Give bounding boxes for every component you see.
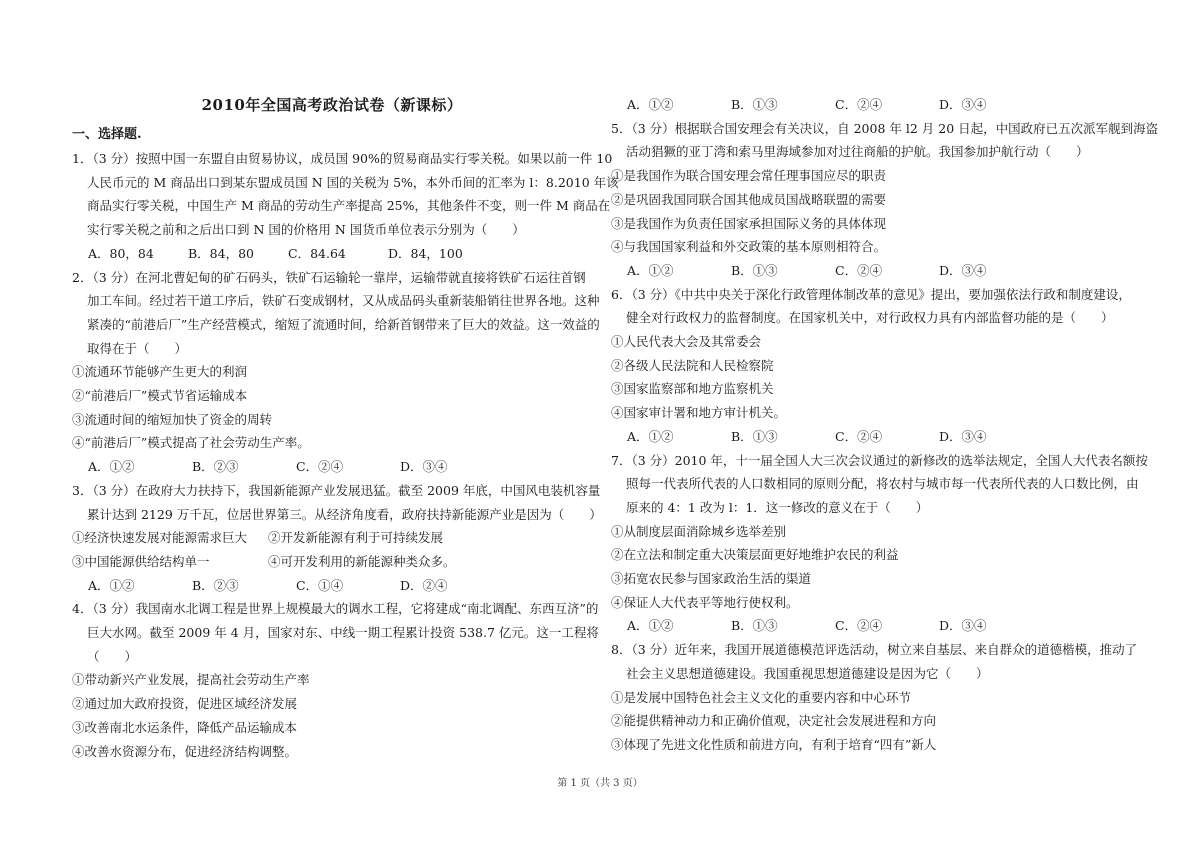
option-d: D．③④	[939, 262, 987, 278]
question-5	[611, 117, 1159, 164]
answer-options	[611, 425, 1131, 449]
option-d: D．③④	[400, 459, 448, 475]
answer-options	[611, 93, 1131, 117]
option-c: C．②④	[835, 428, 883, 444]
question-text: 原来的 4：1 改为 l：1．这一修改的意义在于（ ）	[626, 499, 929, 515]
statement: ①从制度层面消除城乡选举差别	[611, 523, 787, 539]
option-c: C．①④	[296, 577, 344, 593]
option-c: C．84.64	[288, 245, 346, 261]
statement: ④国家审计署和地方审计机关。	[611, 405, 787, 421]
option-b: B．①③	[731, 97, 778, 112]
option-a: A．①②	[88, 577, 135, 593]
statement: ①是发展中国特色社会主义文化的重要内容和中心环节	[611, 689, 912, 705]
question-text: 累计达到 2129 万千瓦，位居世界第三。从经济角度看，政府扶持新能源产业是因为（ ）	[87, 506, 602, 522]
statement: ③改善南北水运条件，降低产品运输成本	[72, 719, 298, 735]
option-d: D．③④	[939, 428, 987, 444]
answer-options	[72, 455, 592, 479]
option-a: A．①②	[627, 97, 674, 112]
question-text: 加工车间。经过若干道工序后，铁矿石变成钢材，又从成品码头重新装船销往世界各地。这种	[87, 293, 600, 309]
option-b: B．①③	[731, 428, 778, 444]
right-column	[611, 93, 1159, 757]
statement: ④与我国国家利益和外交政策的基本原则相符合。	[611, 239, 887, 255]
statement: ②是巩固我国同联合国其他成员国战略联盟的需要	[611, 191, 887, 207]
statement: ③体现了先进文化性质和前进方向，有利于培育“四有”新人	[611, 736, 937, 752]
question-text: 人民币元的 M 商品出口到某东盟成员国 N 国的关税为 5%，本外币间的汇率为 l：8.2010 年该	[87, 174, 619, 190]
question-text: 照每一代表所代表的人口数相同的原则分配，将农村与城市每一代表所代表的人口数比例，由	[626, 476, 1139, 492]
question-text: 取得在于（ ）	[87, 340, 188, 356]
option-b: B．84，80	[188, 245, 254, 261]
statement: ②通过加大政府投资，促进区域经济发展	[72, 696, 298, 712]
left-column	[72, 93, 619, 763]
question-text: 巨大水网。截至 2009 年 4 月，国家对东、中线一期工程累计投资 538.7 亿元。这一工程将	[87, 625, 599, 641]
statement: ①流通环节能够产生更大的利润	[72, 364, 248, 380]
statement: ①是我国作为联合国安理会常任理事国应尽的职责	[611, 168, 887, 184]
statement: ③拓宽农民参与国家政治生活的渠道	[611, 571, 812, 587]
question-text: 5．（3 分）根据联合国安理会有关决议，自 2008 年 l2 月 20 日起，中国政府已五次派军舰到海盗	[611, 120, 1159, 136]
page-footer: 第 1 页（共 3 页）	[557, 778, 643, 789]
answer-options	[611, 259, 1131, 283]
option-b: B．①③	[731, 262, 778, 278]
option-d: D．③④	[939, 618, 987, 634]
statement: ④可开发利用的新能源种类众多。	[268, 553, 456, 569]
option-c: C．②④	[835, 262, 883, 278]
question-text: 活动猖獗的亚丁湾和索马里海域参加对过往商船的护航。我国参加护航行动（ ）	[626, 144, 1089, 160]
question-2	[72, 266, 600, 361]
question-4	[72, 597, 599, 668]
option-c: C．②④	[835, 618, 883, 634]
option-a: A．①②	[627, 618, 674, 634]
question-text: 商品实行零关税，中国生产 M 商品的劳动生产率提高 25%，其他条件不变，则一件 M 商品在	[87, 198, 611, 214]
option-b: B．②③	[192, 577, 239, 593]
statement: ②开发新能源有利于可持续发展	[268, 530, 444, 546]
question-text: 社会主义思想道德建设。我国重视思想道德建设是因为它（ ）	[626, 665, 989, 681]
statement: ②各级人民法院和人民检察院	[611, 357, 774, 373]
question-text: 实行零关税之前和之后出口到 N 国的价格用 N 国货币单位表示分别为（ ）	[87, 222, 525, 238]
statement: ③国家监察部和地方监察机关	[611, 381, 774, 397]
option-c: C．②④	[296, 459, 344, 475]
option-a: A．80，84	[88, 245, 154, 261]
question-text: 6．（3 分）《中共中央关于深化行政管理体制改革的意见》提出，要加强依法行政和制度建设，	[611, 286, 1131, 302]
statement-row	[72, 526, 592, 550]
statement: ③流通时间的缩短加快了资金的周转	[72, 411, 273, 427]
statement: ③是我国作为负责任国家承担国际义务的具体体现	[611, 215, 887, 231]
question-text: 紧凑的“前港后厂”生产经营模式，缩短了流通时间，给新首钢带来了巨大的效益。这一效益的	[87, 316, 600, 332]
question-7	[611, 449, 1148, 520]
question-text: 健全对行政权力的监督制度。在国家机关中，对行政权力具有内部监督功能的是（ ）	[626, 310, 1114, 326]
option-b: B．①③	[731, 618, 778, 634]
answer-options	[72, 242, 592, 266]
statement: ②能提供精神动力和正确价值观，决定社会发展进程和方向	[611, 713, 937, 729]
option-a: A．①②	[627, 262, 674, 278]
question-text: 1．（3 分）按照中国一东盟自由贸易协议，成员国 90%的贸易商品实行零关税。如果以前一件 10	[72, 151, 613, 166]
statement: ④改善水资源分布，促进经济结构调整。	[72, 743, 298, 759]
answer-options	[72, 574, 592, 598]
question-text: 4．（3 分）我国南水北调工程是世界上规模最大的调水工程，它将建成“南北调配、东西互济”的	[72, 601, 599, 617]
exam-title: 2010年全国高考政治试卷（新课标）	[201, 96, 463, 114]
answer-options	[611, 614, 1131, 638]
question-text: 2．（3 分）在河北曹妃甸的矿石码头，铁矿石运输轮一靠岸，运输带就直接将铁矿石运往首钢	[72, 269, 586, 285]
statement-row	[72, 550, 592, 574]
statement: ②在立法和制定重大决策层面更好地维护农民的利益	[611, 547, 899, 563]
option-a: A．①②	[627, 428, 674, 444]
statement: ①人民代表大会及其常委会	[611, 334, 762, 350]
statement: ③中国能源供给结构单一	[72, 553, 210, 569]
question-text: 3．（3 分）在政府大力扶持下，我国新能源产业发展迅猛。截至 2009 年底，中国风电装机容量	[72, 482, 601, 498]
option-b: B．②③	[192, 459, 239, 475]
option-c: C．②④	[835, 97, 883, 112]
question-1	[72, 147, 619, 242]
section-heading: 一、选择题.	[72, 127, 142, 142]
statement: ④保证人大代表平等地行使权利。	[611, 594, 799, 610]
statement: ①经济快速发展对能源需求巨大	[72, 530, 248, 546]
option-d: D．③④	[939, 97, 987, 112]
question-text: 7．（3 分）2010 年，十一届全国人大三次会议通过的新修改的选举法规定，全国人大代表名额按	[611, 452, 1148, 468]
option-a: A．①②	[88, 459, 135, 475]
option-d: D．②④	[400, 577, 448, 593]
question-text: 8．（3 分）近年来，我国开展道德模范评选活动，树立来自基层、来自群众的道德楷模，推动了	[611, 642, 1138, 658]
question-text: （ ）	[87, 648, 138, 664]
statement: ②“前港后厂”模式节省运输成本	[72, 388, 248, 404]
option-d: D．84，100	[388, 245, 463, 261]
question-8	[611, 638, 1138, 685]
statement: ④“前港后厂”模式提高了社会劳动生产率。	[72, 435, 310, 451]
statement: ①带动新兴产业发展，提高社会劳动生产率	[72, 672, 310, 688]
question-6	[611, 283, 1131, 330]
question-3	[72, 479, 602, 526]
